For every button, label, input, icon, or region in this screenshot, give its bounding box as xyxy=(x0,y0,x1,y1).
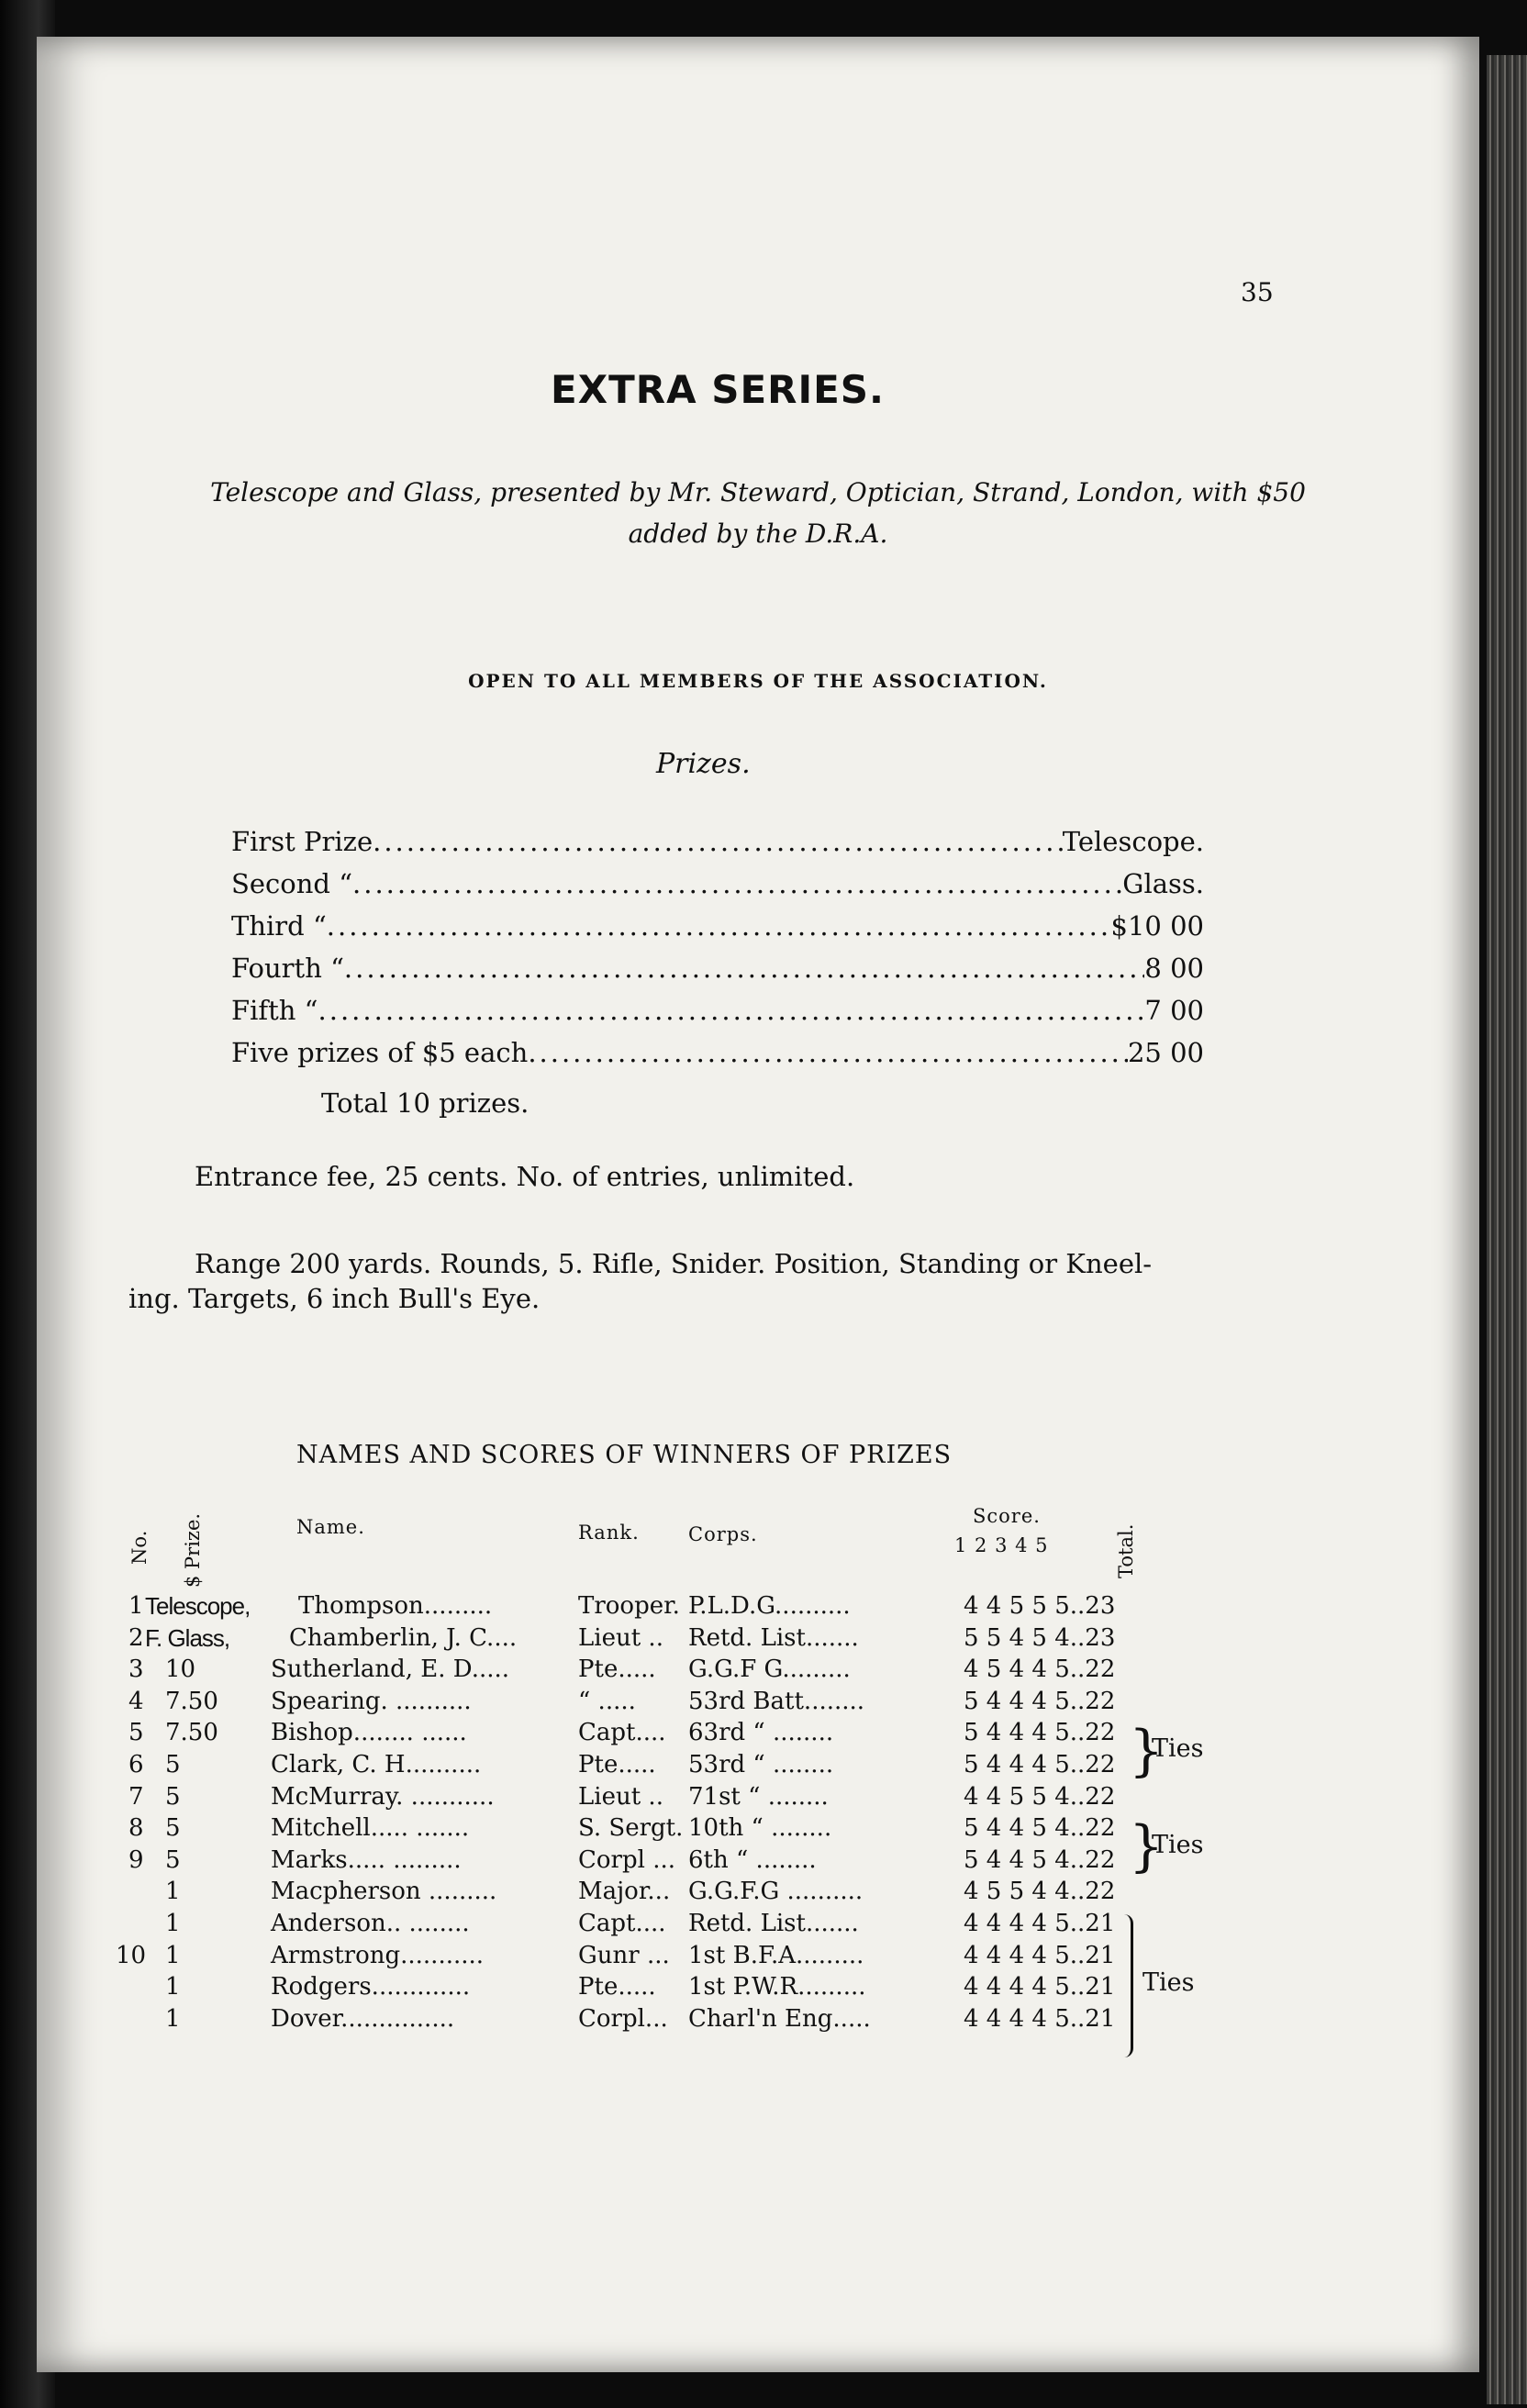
page-title: EXTRA SERIES. xyxy=(551,367,885,412)
cell-corps: 53rd “ ........ xyxy=(688,1751,834,1778)
cell-rank: Capt.... xyxy=(578,1910,666,1937)
cell-score: 5 4 4 5 4..22 xyxy=(964,1814,1116,1843)
cell-corps: 53rd Batt........ xyxy=(688,1687,865,1715)
col-header-name: Name. xyxy=(296,1516,365,1538)
prize-label: Second “ xyxy=(231,868,353,899)
cell-rank: Trooper. xyxy=(578,1592,680,1620)
cell-prize: 1 xyxy=(165,1941,181,1969)
subtitle-line-2: added by the D.R.A. xyxy=(628,518,888,549)
cell-prize: 5 xyxy=(165,1751,181,1778)
cell-name: Chamberlin, J. C.... xyxy=(289,1623,518,1652)
prize-row xyxy=(231,910,1204,942)
table-row xyxy=(128,1688,1230,1717)
cell-rank: Pte..... xyxy=(578,1973,656,2001)
cell-score: 4 5 5 4 4..22 xyxy=(964,1878,1116,1906)
cell-name: Armstrong........... xyxy=(271,1941,485,1969)
table-row xyxy=(116,1941,1230,1971)
col-header-corps: Corps. xyxy=(688,1523,758,1545)
prize-label: First Prize xyxy=(231,826,373,857)
cell-name: Rodgers............. xyxy=(271,1973,471,2001)
prize-row xyxy=(231,995,1204,1026)
cell-prize: F. Glass, xyxy=(145,1623,230,1652)
prize-label: Third “ xyxy=(231,910,327,942)
cell-score: 5 4 4 5 4..22 xyxy=(964,1845,1116,1874)
prizes-heading: Prizes. xyxy=(656,748,751,780)
col-header-score-rounds: 1 2 3 4 5 xyxy=(954,1534,1049,1556)
table-row xyxy=(128,1973,1230,2002)
cell-corps: 1st P.W.R......... xyxy=(688,1973,866,2001)
ties-label-2: Ties xyxy=(1152,1831,1204,1859)
table-row xyxy=(128,2005,1230,2035)
cell-name: Marks..... ......... xyxy=(271,1845,462,1874)
col-header-score: Score. xyxy=(973,1505,1041,1527)
cell-prize: 1 xyxy=(165,1910,181,1937)
col-header-no: No. xyxy=(128,1530,150,1565)
cell-corps: G.G.F.G .......... xyxy=(688,1878,864,1906)
cell-prize: 10 xyxy=(165,1656,196,1684)
cell-no: 7 xyxy=(128,1782,144,1811)
prize-value: Glass. xyxy=(1122,868,1204,899)
cell-prize: 5 xyxy=(165,1814,181,1843)
cell-prize: 7.50 xyxy=(165,1687,218,1715)
page-number: 35 xyxy=(1241,277,1274,307)
prize-row xyxy=(231,826,1204,857)
cell-score: 4 4 5 5 5..23 xyxy=(964,1592,1116,1620)
cell-score: 5 4 4 4 5..22 xyxy=(964,1687,1116,1715)
ties-brace-2: } xyxy=(1129,1814,1165,1878)
cell-prize: 1 xyxy=(165,1973,181,2001)
cell-corps: 6th “ ........ xyxy=(688,1845,817,1874)
cell-corps: 71st “ ........ xyxy=(688,1782,829,1811)
document-page xyxy=(37,37,1479,2372)
leader-dots xyxy=(344,953,1145,984)
leader-dots xyxy=(327,910,1111,942)
col-header-total: Total. xyxy=(1115,1523,1137,1578)
cell-name: Bishop........ ...... xyxy=(271,1719,467,1747)
table-row xyxy=(128,1910,1230,1939)
cell-score: 4 4 5 5 4..22 xyxy=(964,1782,1116,1811)
cell-corps: Charl'n Eng..... xyxy=(688,2004,871,2033)
cell-score: 4 4 4 4 5..21 xyxy=(964,1941,1116,1969)
cell-score: 4 5 4 4 5..22 xyxy=(964,1656,1116,1684)
range-line-1: Range 200 yards. Rounds, 5. Rifle, Snider. Position, Standing or Kneel- xyxy=(195,1248,1153,1279)
leader-dots xyxy=(528,1037,1128,1068)
cell-corps: 63rd “ ........ xyxy=(688,1719,834,1747)
cell-name: Mitchell..... ....... xyxy=(271,1814,470,1843)
table-row xyxy=(128,1783,1230,1812)
table-row xyxy=(128,1656,1230,1685)
cell-corps: P.L.D.G.......... xyxy=(688,1592,851,1620)
prize-label: Fifth “ xyxy=(231,995,318,1026)
cell-rank: Pte..... xyxy=(578,1751,656,1778)
cell-corps: Retd. List....... xyxy=(688,1910,859,1937)
cell-rank: “ ..... xyxy=(578,1687,636,1715)
ties-label-1: Ties xyxy=(1152,1734,1204,1763)
cell-name: McMurray. ........... xyxy=(271,1782,495,1811)
cell-prize: 7.50 xyxy=(165,1719,218,1747)
cell-name: Anderson.. ........ xyxy=(271,1910,470,1937)
table-row xyxy=(128,1751,1230,1780)
cell-rank: Lieut .. xyxy=(578,1623,663,1652)
table-row xyxy=(128,1814,1230,1844)
cell-score: 4 4 4 4 5..21 xyxy=(964,1910,1116,1937)
cell-corps: Retd. List....... xyxy=(688,1623,859,1652)
eligibility-note: OPEN TO ALL MEMBERS OF THE ASSOCIATION. xyxy=(468,670,1048,692)
cell-corps: 10th “ ........ xyxy=(688,1814,832,1843)
cell-prize: 1 xyxy=(165,2004,181,2033)
cell-no: 3 xyxy=(128,1656,144,1684)
table-row xyxy=(128,1592,1230,1622)
cell-rank: Lieut .. xyxy=(578,1782,663,1811)
cell-score: 4 4 4 4 5..21 xyxy=(964,2004,1116,2033)
cell-prize: Telescope, xyxy=(145,1592,251,1620)
cell-no: 10 xyxy=(116,1941,147,1969)
prize-value: Telescope. xyxy=(1062,826,1204,857)
leader-dots xyxy=(352,868,1122,899)
ties-brace-3 xyxy=(1118,1914,1133,2057)
prize-row xyxy=(231,953,1204,984)
ties-label-3: Ties xyxy=(1142,1968,1195,1997)
cell-name: Thompson......... xyxy=(298,1592,493,1620)
table-row xyxy=(128,1878,1230,1907)
cell-score: 5 4 4 4 5..22 xyxy=(964,1719,1116,1747)
cell-score: 5 5 4 5 4..23 xyxy=(964,1623,1116,1652)
range-line-2: ing. Targets, 6 inch Bull's Eye. xyxy=(128,1283,541,1314)
cell-prize: 5 xyxy=(165,1782,181,1811)
cell-no: 9 xyxy=(128,1845,144,1874)
cell-rank: Capt.... xyxy=(578,1719,666,1747)
col-header-rank: Rank. xyxy=(578,1522,640,1544)
cell-rank: Pte..... xyxy=(578,1656,656,1684)
subtitle-line-1: Telescope and Glass, presented by Mr. Steward, Optician, Strand, London, with $50 xyxy=(210,477,1306,507)
cell-no: 8 xyxy=(128,1814,144,1843)
col-header-prize: $ Prize. xyxy=(182,1512,204,1588)
cell-score: 5 4 4 4 5..22 xyxy=(964,1751,1116,1778)
cell-name: Macpherson ......... xyxy=(271,1878,497,1906)
cell-name: Dover............... xyxy=(271,2004,455,2033)
cell-rank: Gunr ... xyxy=(578,1941,670,1969)
prize-value: $10 00 xyxy=(1110,910,1204,942)
table-row xyxy=(128,1846,1230,1876)
ties-brace-1: } xyxy=(1129,1719,1165,1783)
cell-prize: 5 xyxy=(165,1845,181,1874)
prize-value: 25 00 xyxy=(1127,1037,1204,1068)
prize-row xyxy=(231,868,1204,899)
cell-no: 5 xyxy=(128,1719,144,1747)
cell-rank: Corpl... xyxy=(578,2004,668,2033)
prize-value: 8 00 xyxy=(1144,953,1204,984)
cell-rank: S. Sergt. xyxy=(578,1814,684,1843)
cell-corps: G.G.F G......... xyxy=(688,1656,851,1684)
cell-name: Sutherland, E. D..... xyxy=(271,1656,510,1684)
table-row xyxy=(128,1624,1230,1654)
prize-row xyxy=(231,1037,1204,1068)
leader-dots xyxy=(318,995,1145,1026)
cell-rank: Major... xyxy=(578,1878,671,1906)
page-edges xyxy=(1487,55,1527,2404)
leader-dots xyxy=(373,826,1063,857)
winners-heading: NAMES AND SCORES OF WINNERS OF PRIZES xyxy=(296,1441,953,1469)
cell-no: 4 xyxy=(128,1687,144,1715)
table-row xyxy=(128,1719,1230,1748)
cell-rank: Corpl ... xyxy=(578,1845,675,1874)
cell-name: Spearing. .......... xyxy=(271,1687,472,1715)
prize-label: Five prizes of $5 each xyxy=(231,1037,529,1068)
cell-corps: 1st B.F.A......... xyxy=(688,1941,864,1969)
entrance-fee: Entrance fee, 25 cents. No. of entries, unlimited. xyxy=(195,1161,855,1192)
prize-label: Fourth “ xyxy=(231,953,344,984)
total-prizes: Total 10 prizes. xyxy=(321,1087,529,1119)
cell-no: 6 xyxy=(128,1751,144,1778)
cell-no: 2 xyxy=(128,1623,144,1652)
cell-prize: 1 xyxy=(165,1878,181,1906)
cell-score: 4 4 4 4 5..21 xyxy=(964,1973,1116,2001)
cell-name: Clark, C. H.......... xyxy=(271,1751,482,1778)
prize-value: 7 00 xyxy=(1144,995,1204,1026)
cell-no: 1 xyxy=(128,1592,144,1620)
